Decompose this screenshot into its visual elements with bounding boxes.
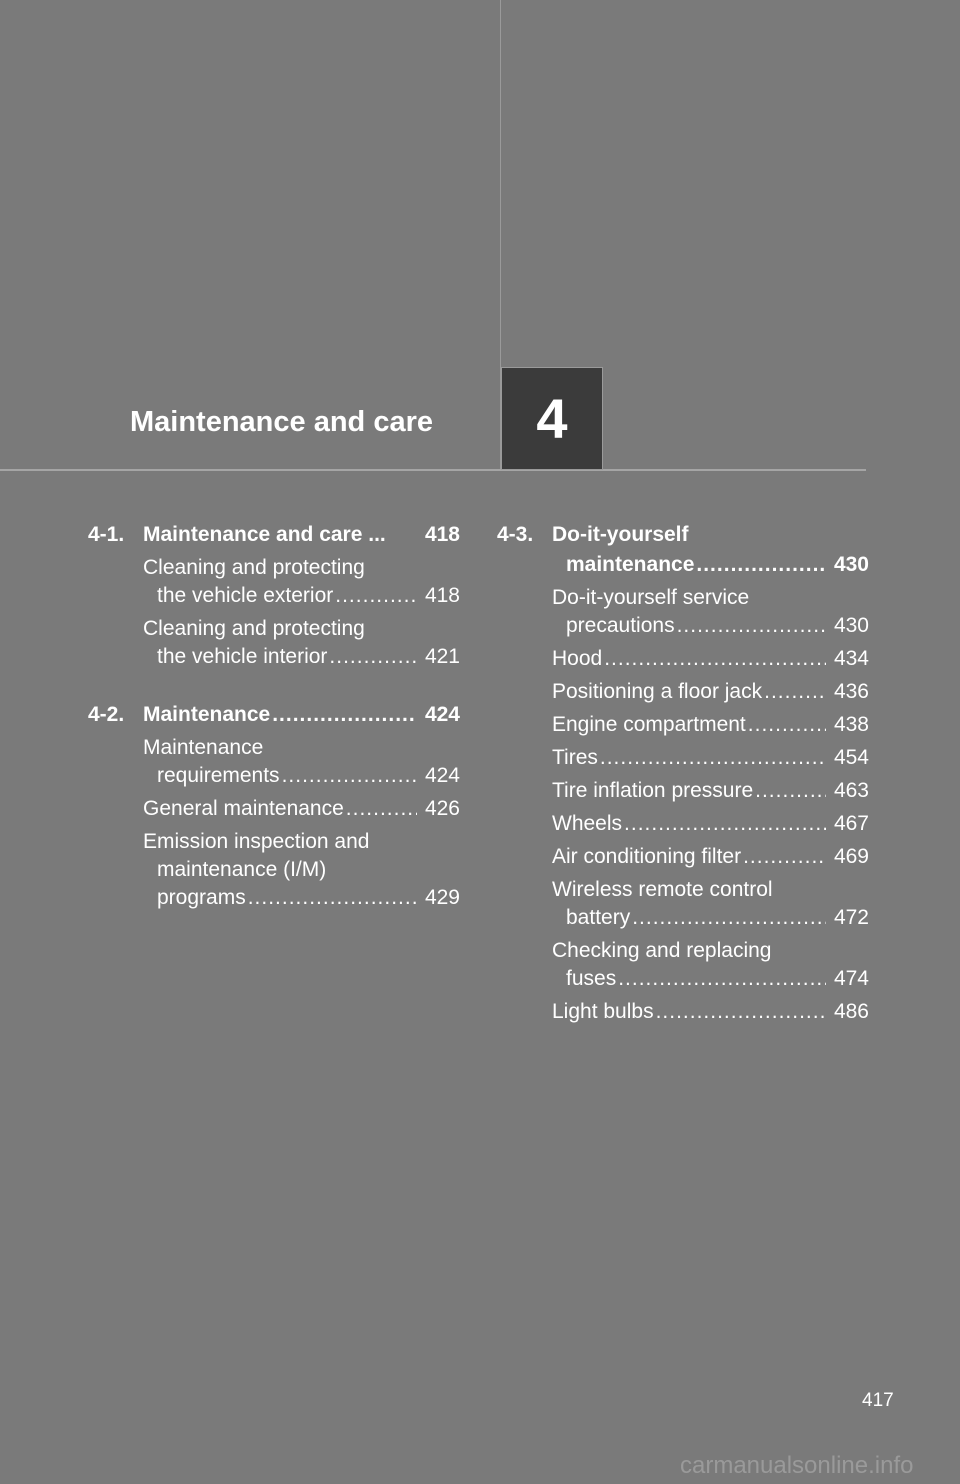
toc-item-page: 472 <box>833 906 869 929</box>
page-number: 417 <box>862 1390 894 1411</box>
toc-item-label: fuses <box>566 967 617 990</box>
watermark: carmanualsonline.info <box>680 1452 914 1479</box>
leader-dots <box>335 582 417 610</box>
section-heading-4-1[interactable] <box>88 520 460 550</box>
toc-item[interactable] <box>552 810 869 838</box>
chapter-title: Maintenance and care <box>130 406 433 438</box>
toc-item-label: Engine compartment <box>552 713 746 736</box>
toc-item-label: Hood <box>552 647 603 670</box>
leader-dots <box>346 795 417 823</box>
toc-item-label: battery <box>566 906 631 929</box>
toc-item-label: the vehicle interior <box>157 645 328 668</box>
toc-item-line: maintenance (I/M) <box>157 858 327 881</box>
toc-item-page: 436 <box>833 680 869 703</box>
section-heading-4-2[interactable] <box>88 700 460 730</box>
toc-item-page: 434 <box>833 647 869 670</box>
leader-dots <box>248 884 417 912</box>
toc-item-page: 418 <box>424 584 460 607</box>
toc-item-page: 429 <box>424 886 460 909</box>
toc-item[interactable] <box>552 584 869 640</box>
toc-item[interactable] <box>552 998 869 1026</box>
toc-item[interactable] <box>143 615 460 671</box>
toc-item-line: Emission inspection and <box>143 830 370 853</box>
toc-item-page: 438 <box>833 713 869 736</box>
leader-dots <box>632 904 826 932</box>
toc-item-label: Positioning a floor jack <box>552 680 763 703</box>
section-number: 4-3. <box>497 523 534 546</box>
toc-item-line: Checking and replacing <box>552 939 772 962</box>
toc-item-page: 469 <box>833 845 869 868</box>
section-page: 418 <box>424 523 460 546</box>
chapter-number-tab: 4 <box>501 367 603 470</box>
toc-item[interactable] <box>552 645 869 673</box>
toc-item[interactable] <box>552 876 869 932</box>
section-number: 4-1. <box>88 523 125 546</box>
toc-item-line: Cleaning and protecting <box>143 556 365 579</box>
toc-item-label: General maintenance <box>143 797 344 820</box>
leader-dots <box>677 612 826 640</box>
toc-item[interactable] <box>143 795 460 823</box>
toc-item-label: Tire inflation pressure <box>552 779 754 802</box>
leader-dots <box>656 998 826 1026</box>
toc-item-page: 430 <box>833 614 869 637</box>
toc-column-right <box>497 520 869 1031</box>
toc-item[interactable] <box>552 937 869 993</box>
toc-item[interactable] <box>552 777 869 805</box>
toc-item-page: 424 <box>424 764 460 787</box>
toc-item-page: 474 <box>833 967 869 990</box>
toc-item-line: Maintenance <box>143 736 264 759</box>
section-page: 424 <box>424 703 460 726</box>
toc-item-label: requirements <box>157 764 280 787</box>
section-heading-4-3[interactable] <box>497 520 869 580</box>
section-title: Maintenance <box>143 703 271 726</box>
toc-item-label: Wheels <box>552 812 623 835</box>
section-title: Maintenance and care ... <box>143 523 386 546</box>
horizontal-rule <box>0 469 866 471</box>
leader-dots <box>696 550 826 580</box>
toc-item-page: 467 <box>833 812 869 835</box>
leader-dots <box>272 700 417 730</box>
toc-item-label: programs <box>157 886 246 909</box>
toc-item-line: Wireless remote control <box>552 878 773 901</box>
section-number: 4-2. <box>88 703 125 726</box>
section-title: Do-it-yourself <box>552 523 689 546</box>
toc-item-page: 463 <box>833 779 869 802</box>
toc-item[interactable] <box>143 828 460 912</box>
toc-item-page: 421 <box>424 645 460 668</box>
leader-dots <box>748 711 826 739</box>
toc-item-label: Light bulbs <box>552 1000 654 1023</box>
toc-item[interactable] <box>552 711 869 739</box>
toc-item[interactable] <box>552 843 869 871</box>
toc-item-line: Cleaning and protecting <box>143 617 365 640</box>
toc-item-page: 454 <box>833 746 869 769</box>
leader-dots <box>764 678 826 706</box>
toc-item-label: precautions <box>566 614 675 637</box>
leader-dots <box>329 643 417 671</box>
toc-item[interactable] <box>143 554 460 610</box>
leader-dots <box>282 762 417 790</box>
leader-dots <box>600 744 826 772</box>
section-title-cont: maintenance <box>566 553 695 576</box>
leader-dots <box>618 965 826 993</box>
toc-item[interactable] <box>552 744 869 772</box>
toc-item[interactable] <box>552 678 869 706</box>
toc-item-label: Tires <box>552 746 598 769</box>
leader-dots <box>743 843 826 871</box>
toc-item-line: Do-it-yourself service <box>552 586 750 609</box>
toc-item-label: the vehicle exterior <box>157 584 334 607</box>
leader-dots <box>755 777 826 805</box>
toc-item-label: Air conditioning filter <box>552 845 742 868</box>
toc-column-left <box>88 520 460 917</box>
toc-item-page: 426 <box>424 797 460 820</box>
leader-dots <box>604 645 826 673</box>
leader-dots <box>624 810 826 838</box>
toc-item[interactable] <box>143 734 460 790</box>
toc-item-page: 486 <box>833 1000 869 1023</box>
section-page: 430 <box>833 553 869 576</box>
